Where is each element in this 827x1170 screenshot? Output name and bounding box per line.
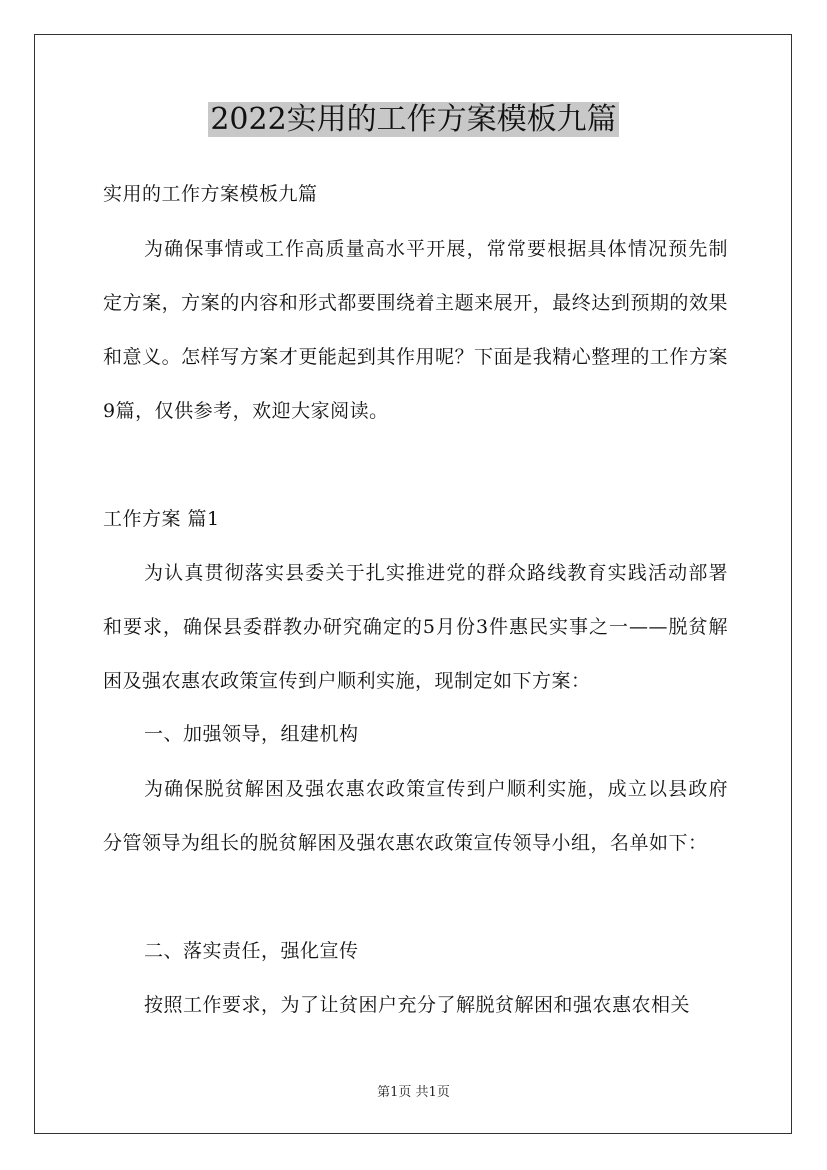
point-body-1: 为确保脱贫解困及强农惠农政策宣传到户顺利实施，成立以县政府分管领导为组长的脱贫解困及强农惠农政策宣传领导小组，名单如下：	[103, 778, 728, 854]
point-heading-2: 二、落实责任，强化宣传	[144, 940, 359, 962]
document-subtitle: 实用的工作方案模板九篇	[103, 183, 318, 205]
page-footer: 第1页 共1页	[377, 1085, 450, 1100]
section-heading: 工作方案 篇1	[103, 508, 220, 530]
document-title	[0, 100, 827, 140]
intro-paragraph: 为确保事情或工作高质量高水平开展，常常要根据具体情况预先制定方案，方案的内容和形式都要围绕着主题来展开，最终达到预期的效果和意义。怎样写方案才更能起到其作用呢？下面是我精心整理的工作方案9篇，仅供参考，欢迎大家阅读。	[103, 238, 728, 422]
section-paragraph: 为认真贯彻落实县委关于扎实推进党的群众路线教育实践活动部署和要求，确保县委群教办研究确定的5月份3件惠民实事之一——脱贫解困及强农惠农政策宣传到户顺利实施，现制定如下方案：	[103, 562, 728, 692]
point-heading-1: 一、加强领导，组建机构	[144, 723, 359, 745]
document-title-text: 2022实用的工作方案模板九篇	[210, 102, 617, 137]
point-body-2: 按照工作要求，为了让贫困户充分了解脱贫解困和强农惠农相关	[144, 994, 691, 1016]
